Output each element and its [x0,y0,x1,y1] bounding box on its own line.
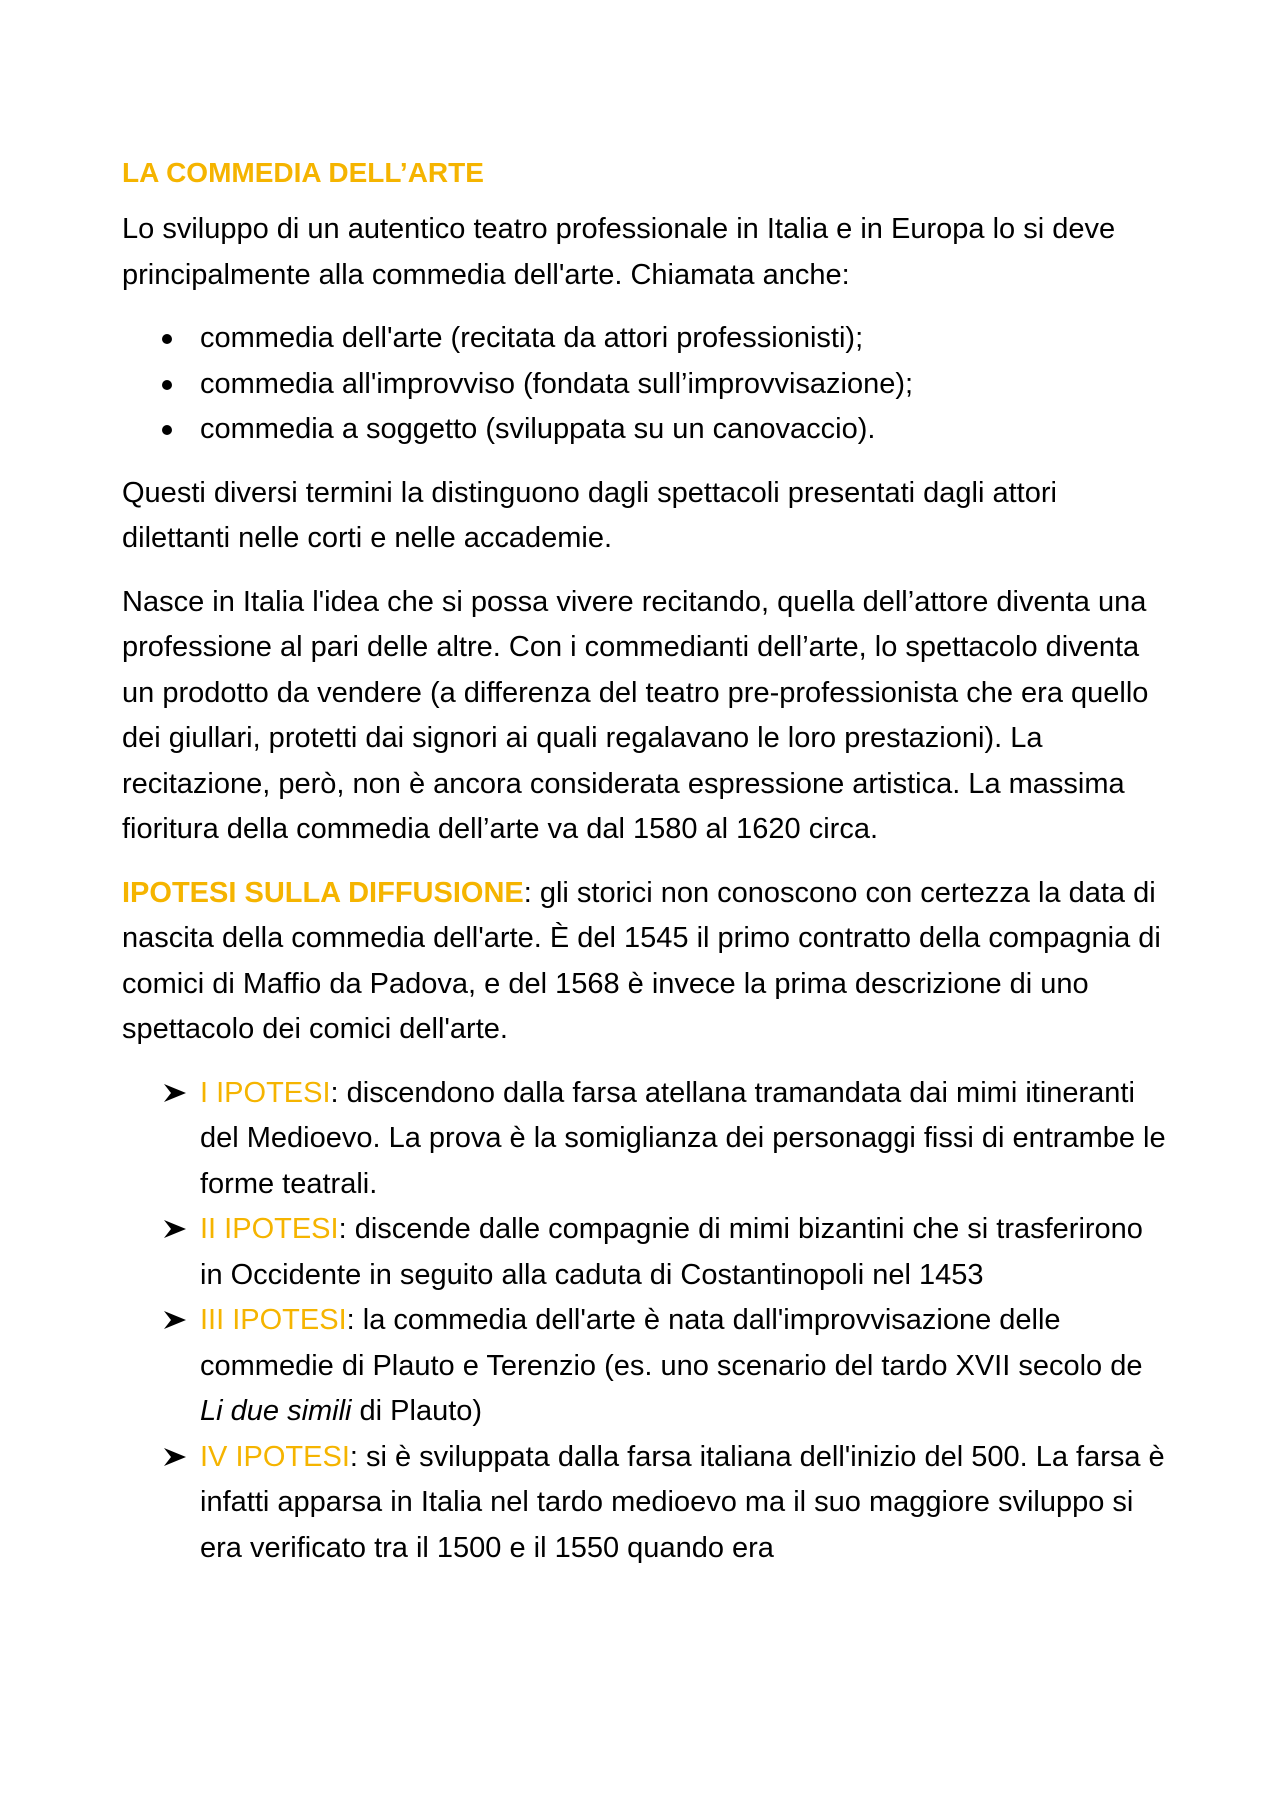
hypothesis-text: : la commedia dell'arte è nata dall'improvvisazione delle commedie di Plauto e Terenzio (es. uno scenario del tardo XVII secolo de [200,1304,1143,1382]
list-item: commedia all'improvviso (fondata sull’improvvisazione); [122,362,1172,408]
hypothesis-item [122,1435,1172,1572]
hypothesis-label: II IPOTESI [200,1213,339,1245]
list-item: commedia dell'arte (recitata da attori professionisti); [122,316,1172,362]
names-list [122,316,1172,453]
hypotheses-list [122,1071,1172,1572]
arrow-bullet-icon [162,1308,188,1332]
paragraph-diffusion [122,871,1172,1053]
section-title: LA COMMEDIA DELL’ARTE [122,157,484,188]
hypothesis-label: I IPOTESI [200,1076,331,1109]
hypothesis-label: IV IPOTESI [200,1440,350,1473]
work-title: Li due simili [200,1395,352,1427]
hypothesis-text-after: di Plauto) [351,1395,483,1427]
hypothesis-text: : discende dalle compagnie di mimi bizantini che si trasferirono in Occidente in seguito alla caduta di Costantinopoli nel 1453 [200,1213,1143,1291]
hypothesis-text: : discendono dalla farsa atellana tramandata dai mimi itineranti del Medioevo. La prova è la somiglianza dei personaggi fissi di entrambe le forme teatrali. [200,1076,1166,1200]
bullet-icon [162,425,172,435]
hypothesis-item [122,1207,1172,1298]
arrow-bullet-icon [162,1081,188,1105]
hypothesis-label: III IPOTESI [200,1304,347,1336]
intro-paragraph: Lo sviluppo di un autentico teatro professionale in Italia e in Europa lo si deve principalmente alla commedia dell'arte. Chiamata anche: [122,213,1116,291]
list-item: commedia a soggetto (sviluppata su un canovaccio). [122,407,1172,453]
arrow-bullet-icon [162,1217,188,1241]
hypothesis-text: : si è sviluppata dalla farsa italiana dell'inizio del 500. La farsa è infatti apparsa in Italia nel tardo medioevo ma il suo maggiore sviluppo si era verificato tra il 1500 e il 1550 quando era [200,1440,1165,1564]
diffusion-label: IPOTESI SULLA DIFFUSIONE [122,876,524,909]
paragraph-profession: Nasce in Italia l'idea che si possa vivere recitando, quella dell’attore diventa una professione al pari delle altre. Con i commedianti dell’arte, lo spettacolo diventa un prodotto da vendere (a differenza del teatro pre-professionista che era quello dei giullari, protetti dai signori ai quali regalavano le loro prestazioni). La recitazione, però, non è ancora considerata espressione artistica. La massima fioritura della commedia dell’arte va dal 1580 al 1620 circa. [122,585,1149,845]
hypothesis-item [122,1071,1172,1208]
arrow-bullet-icon [162,1445,188,1469]
bullet-icon [162,334,172,344]
hypothesis-item [122,1298,1172,1435]
paragraph-terms: Questi diversi termini la distinguono dagli spettacoli presentati dagli attori dilettanti nelle corti e nelle accademie. [122,476,1057,554]
document-page [122,150,1172,1571]
diffusion-text: : gli storici non conoscono con certezza la data di nascita della commedia dell'arte. È del 1545 il primo contratto della compagnia di comici di Maffio da Padova, e del 1568 è invece la prima descrizione di uno spettacolo dei comici dell'arte. [122,876,1161,1045]
bullet-icon [162,380,172,390]
